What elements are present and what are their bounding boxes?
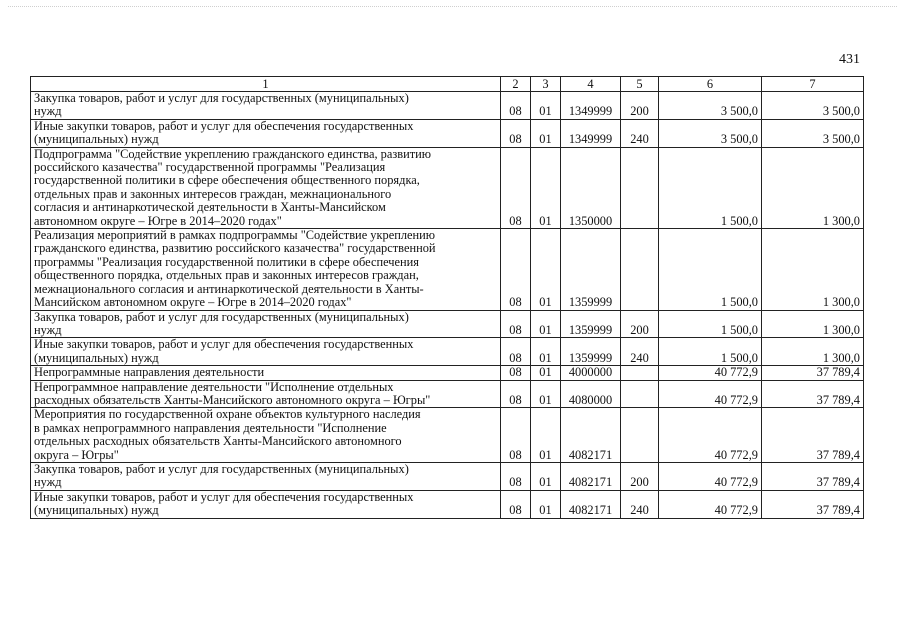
row-name-line: округа – Югры" bbox=[34, 447, 119, 462]
amount-1-cell: 3 500,0 bbox=[659, 119, 762, 147]
amount-2-cell: 1 300,0 bbox=[762, 229, 864, 310]
table-row bbox=[31, 408, 864, 463]
expense-type-cell: 200 bbox=[621, 310, 659, 338]
amount-2-cell: 1 300,0 bbox=[762, 147, 864, 228]
row-name-line: общественного порядка, отдельных прав и законных интересов граждан, bbox=[34, 268, 419, 283]
target-article-cell: 1349999 bbox=[561, 92, 621, 120]
target-article-cell: 4082171 bbox=[561, 462, 621, 490]
row-name-line: Непрограммные направления деятельности bbox=[34, 365, 265, 380]
row-name-line: автономном округе – Югре в 2014–2020 годах" bbox=[34, 213, 282, 228]
expense-type-cell bbox=[621, 229, 659, 310]
subsection-code-cell: 01 bbox=[531, 408, 561, 463]
section-code-cell: 08 bbox=[501, 119, 531, 147]
amount-2-cell: 1 300,0 bbox=[762, 310, 864, 338]
row-name-cell bbox=[31, 408, 501, 463]
row-name-cell bbox=[31, 92, 501, 120]
row-name-line: российского казачества" государственной программы "Реализация bbox=[34, 160, 386, 175]
amount-2-cell: 37 789,4 bbox=[762, 380, 864, 408]
page-number: 431 bbox=[839, 52, 860, 67]
row-name-line: государственной политики в сфере обеспечения общественного порядка, bbox=[34, 173, 420, 188]
amount-1-cell: 1 500,0 bbox=[659, 310, 762, 338]
row-name-line: Иные закупки товаров, работ и услуг для обеспечения государственных bbox=[34, 489, 414, 504]
row-name-line: Мансийском автономном округе – Югре в 2014–2020 годах" bbox=[34, 295, 352, 310]
section-code-cell: 08 bbox=[501, 338, 531, 366]
table-row bbox=[31, 229, 864, 310]
amount-1-cell: 40 772,9 bbox=[659, 380, 762, 408]
section-code-cell: 08 bbox=[501, 147, 531, 228]
table-row bbox=[31, 310, 864, 338]
row-name-line: Непрограммное направление деятельности "Исполнение отдельных bbox=[34, 379, 394, 394]
subsection-code-cell: 01 bbox=[531, 147, 561, 228]
target-article-cell: 1359999 bbox=[561, 229, 621, 310]
subsection-code-cell: 01 bbox=[531, 310, 561, 338]
section-code-cell: 08 bbox=[501, 310, 531, 338]
row-name-line: отдельных прав и законных интересов граждан, межнационального bbox=[34, 186, 392, 201]
amount-1-cell: 40 772,9 bbox=[659, 462, 762, 490]
row-name-cell bbox=[31, 147, 501, 228]
col-header-name: 1 bbox=[31, 77, 501, 92]
col-header-subsection: 3 bbox=[531, 77, 561, 92]
amount-1-cell: 40 772,9 bbox=[659, 490, 762, 518]
row-name-line: нужд bbox=[34, 322, 62, 337]
expense-type-cell bbox=[621, 366, 659, 380]
col-header-amount-1: 6 bbox=[659, 77, 762, 92]
target-article-cell: 4000000 bbox=[561, 366, 621, 380]
amount-2-cell: 37 789,4 bbox=[762, 462, 864, 490]
subsection-code-cell: 01 bbox=[531, 229, 561, 310]
section-code-cell: 08 bbox=[501, 408, 531, 463]
row-name-line: Закупка товаров, работ и услуг для государственных (муниципальных) bbox=[34, 309, 409, 324]
row-name-cell bbox=[31, 366, 501, 380]
col-header-target-article: 4 bbox=[561, 77, 621, 92]
row-name-cell bbox=[31, 462, 501, 490]
scan-artifact-line bbox=[8, 6, 897, 11]
col-header-section: 2 bbox=[501, 77, 531, 92]
expense-type-cell: 240 bbox=[621, 490, 659, 518]
header-row bbox=[31, 77, 864, 92]
row-name-line: нужд bbox=[34, 475, 62, 490]
expense-type-cell: 240 bbox=[621, 119, 659, 147]
row-name-line: нужд bbox=[34, 104, 62, 119]
subsection-code-cell: 01 bbox=[531, 92, 561, 120]
amount-2-cell: 1 300,0 bbox=[762, 338, 864, 366]
col-header-amount-2: 7 bbox=[762, 77, 864, 92]
row-name-cell bbox=[31, 338, 501, 366]
expense-type-cell: 200 bbox=[621, 92, 659, 120]
target-article-cell: 1350000 bbox=[561, 147, 621, 228]
row-name-line: (муниципальных) нужд bbox=[34, 132, 159, 147]
section-code-cell: 08 bbox=[501, 92, 531, 120]
table-row bbox=[31, 338, 864, 366]
budget-table bbox=[30, 76, 864, 519]
row-name-line: (муниципальных) нужд bbox=[34, 503, 159, 518]
amount-2-cell: 37 789,4 bbox=[762, 490, 864, 518]
target-article-cell: 4080000 bbox=[561, 380, 621, 408]
expense-type-cell: 200 bbox=[621, 462, 659, 490]
table-row bbox=[31, 147, 864, 228]
row-name-line: межнационального согласия и антинаркотической деятельности в Ханты- bbox=[34, 281, 424, 296]
subsection-code-cell: 01 bbox=[531, 338, 561, 366]
section-code-cell: 08 bbox=[501, 229, 531, 310]
row-name-line: в рамках непрограммного направления деятельности "Исполнение bbox=[34, 420, 387, 435]
row-name-line: Иные закупки товаров, работ и услуг для обеспечения государственных bbox=[34, 337, 414, 352]
section-code-cell: 08 bbox=[501, 380, 531, 408]
row-name-cell bbox=[31, 310, 501, 338]
amount-2-cell: 37 789,4 bbox=[762, 366, 864, 380]
row-name-line: Реализация мероприятий в рамках подпрограммы "Содействие укреплению bbox=[34, 228, 436, 243]
row-name-line: Иные закупки товаров, работ и услуг для обеспечения государственных bbox=[34, 118, 414, 133]
row-name-line: (муниципальных) нужд bbox=[34, 350, 159, 365]
amount-2-cell: 3 500,0 bbox=[762, 92, 864, 120]
subsection-code-cell: 01 bbox=[531, 490, 561, 518]
table-row bbox=[31, 380, 864, 408]
target-article-cell: 1359999 bbox=[561, 310, 621, 338]
target-article-cell: 4082171 bbox=[561, 408, 621, 463]
expense-type-cell bbox=[621, 408, 659, 463]
target-article-cell: 1359999 bbox=[561, 338, 621, 366]
col-header-expense-type: 5 bbox=[621, 77, 659, 92]
table-body bbox=[31, 92, 864, 519]
section-code-cell: 08 bbox=[501, 490, 531, 518]
subsection-code-cell: 01 bbox=[531, 462, 561, 490]
target-article-cell: 1349999 bbox=[561, 119, 621, 147]
amount-2-cell: 37 789,4 bbox=[762, 408, 864, 463]
table-row bbox=[31, 462, 864, 490]
subsection-code-cell: 01 bbox=[531, 380, 561, 408]
row-name-line: Закупка товаров, работ и услуг для государственных (муниципальных) bbox=[34, 91, 409, 105]
amount-1-cell: 1 500,0 bbox=[659, 229, 762, 310]
table-row bbox=[31, 119, 864, 147]
subsection-code-cell: 01 bbox=[531, 119, 561, 147]
row-name-cell bbox=[31, 490, 501, 518]
target-article-cell: 4082171 bbox=[561, 490, 621, 518]
row-name-line: Закупка товаров, работ и услуг для государственных (муниципальных) bbox=[34, 461, 409, 476]
table-row bbox=[31, 92, 864, 120]
expense-type-cell bbox=[621, 147, 659, 228]
row-name-line: расходных обязательств Ханты-Мансийского автономного округа – Югры" bbox=[34, 392, 431, 407]
amount-1-cell: 1 500,0 bbox=[659, 147, 762, 228]
row-name-line: Подпрограмма "Содействие укреплению гражданского единства, развитию bbox=[34, 146, 432, 161]
amount-1-cell: 1 500,0 bbox=[659, 338, 762, 366]
section-code-cell: 08 bbox=[501, 462, 531, 490]
row-name-cell bbox=[31, 380, 501, 408]
row-name-line: гражданского единства, развитию российского казачества" государственной bbox=[34, 241, 436, 256]
row-name-line: согласия и антинаркотической деятельности в Ханты-Мансийском bbox=[34, 200, 386, 215]
expense-type-cell bbox=[621, 380, 659, 408]
subsection-code-cell: 01 bbox=[531, 366, 561, 380]
row-name-line: Мероприятия по государственной охране объектов культурного наследия bbox=[34, 407, 421, 422]
amount-2-cell: 3 500,0 bbox=[762, 119, 864, 147]
amount-1-cell: 3 500,0 bbox=[659, 92, 762, 120]
expense-type-cell: 240 bbox=[621, 338, 659, 366]
amount-1-cell: 40 772,9 bbox=[659, 366, 762, 380]
table-row bbox=[31, 366, 864, 380]
amount-1-cell: 40 772,9 bbox=[659, 408, 762, 463]
row-name-line: программы "Реализация государственной политики в сфере обеспечения bbox=[34, 254, 419, 269]
table-row bbox=[31, 490, 864, 518]
row-name-cell bbox=[31, 229, 501, 310]
row-name-cell bbox=[31, 119, 501, 147]
row-name-line: отдельных расходных обязательств Ханты-Мансийского автономного bbox=[34, 434, 402, 449]
section-code-cell: 08 bbox=[501, 366, 531, 380]
